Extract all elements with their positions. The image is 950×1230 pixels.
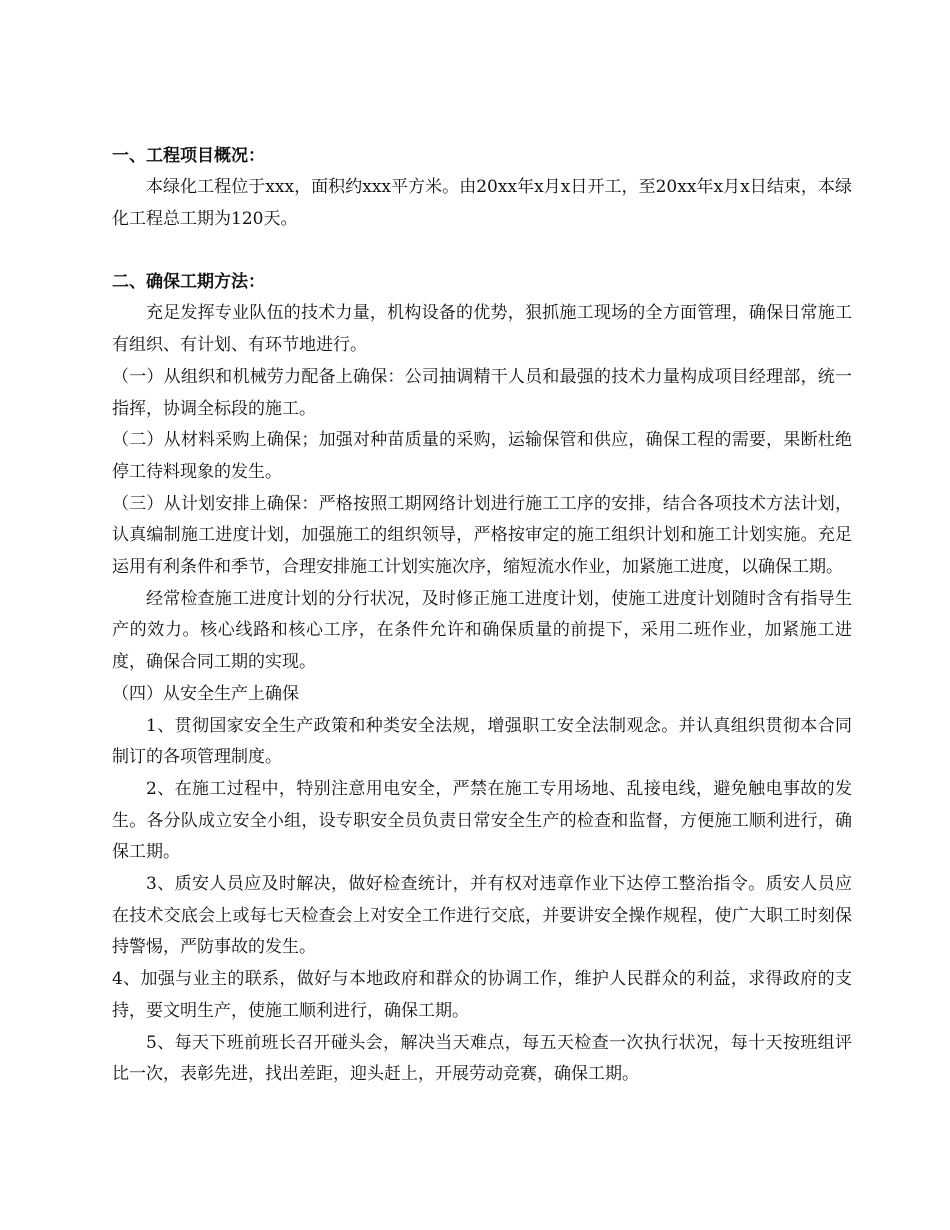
safety-item-4: 4、加强与业主的联系，做好与本地政府和群众的协调工作，维护人民群众的利益，求得政府的支持，要文明生产，使施工顺利进行，确保工期。 (112, 969, 852, 1021)
section-heading-schedule-methods: 二、确保工期方法： (112, 272, 265, 293)
safety-item-2: 2、在施工过程中，特别注意用电安全，严禁在施工专用场地、乱接电线，避免触电事故的发生。各分队成立安全小组，设专职安全员负责日常安全生产的检查和监督，方便施工顺利进行，确保工期。 (112, 778, 852, 863)
safety-item-1: 1、贯彻国家安全生产政策和种类安全法规，增强职工安全法制观念。并认真组织贯彻本合同制订的各项管理制度。 (112, 715, 852, 768)
list-item-organization: （一）从组织和机械劳力配备上确保：公司抽调精干人员和最强的技术力量构成项目经理部，统一指挥，协调全标段的施工。 (112, 366, 852, 419)
section-heading-overview: 一、工程项目概况： (112, 146, 265, 166)
paragraph-progress-check: 经常检查施工进度计划的分行状况，及时修正施工进度计划，使施工进度计划随时含有指导生产的效力。核心线路和核心工序，在条件允许和确保质量的前提下，采用二班作业，加紧施工进度，确保合同工期的实现。 (112, 588, 852, 673)
paragraph-overview: 本绿化工程位于xxx，面积约xxx平方米。由20xx年x月x日开工，至20xx年x月x日结束，本绿化工程总工期为120天。 (112, 177, 852, 229)
document-page (112, 141, 852, 1091)
list-item-safety: （四）从安全生产上确保 (112, 683, 299, 704)
safety-item-3: 3、质安人员应及时解决，做好检查统计，并有权对违章作业下达停工整治指令。质安人员应在技术交底会上或每七天检查会上对安全工作进行交底，并要讲安全操作规程，使广大职工时刻保持警惕，严防事故的发生。 (112, 874, 852, 958)
list-item-materials: （二）从材料采购上确保；加强对种苗质量的采购，运输保管和供应，确保工程的需要，果断杜绝停工待料现象的发生。 (112, 430, 852, 482)
paragraph-intro: 充足发挥专业队伍的技术力量，机构设备的优势，狠抓施工现场的全方面管理，确保日常施工有组织、有计划、有环节地进行。 (112, 303, 852, 356)
safety-item-5: 5、每天下班前班长召开碰头会，解决当天难点，每五天检查一次执行状况，每十天按班组评比一次，表彰先进，找出差距，迎头赶上，开展劳动竞赛，确保工期。 (112, 1032, 852, 1085)
spacer (112, 235, 852, 267)
list-item-planning: （三）从计划安排上确保：严格按照工期网络计划进行施工工序的安排，结合各项技术方法计划，认真编制施工进度计划，加强施工的组织领导，严格按审定的施工组织计划和施工计划实施。充足运用有利条件和季节，合理安排施工计划实施次序，缩短流水作业，加紧施工进度，以确保工期。 (112, 493, 852, 578)
